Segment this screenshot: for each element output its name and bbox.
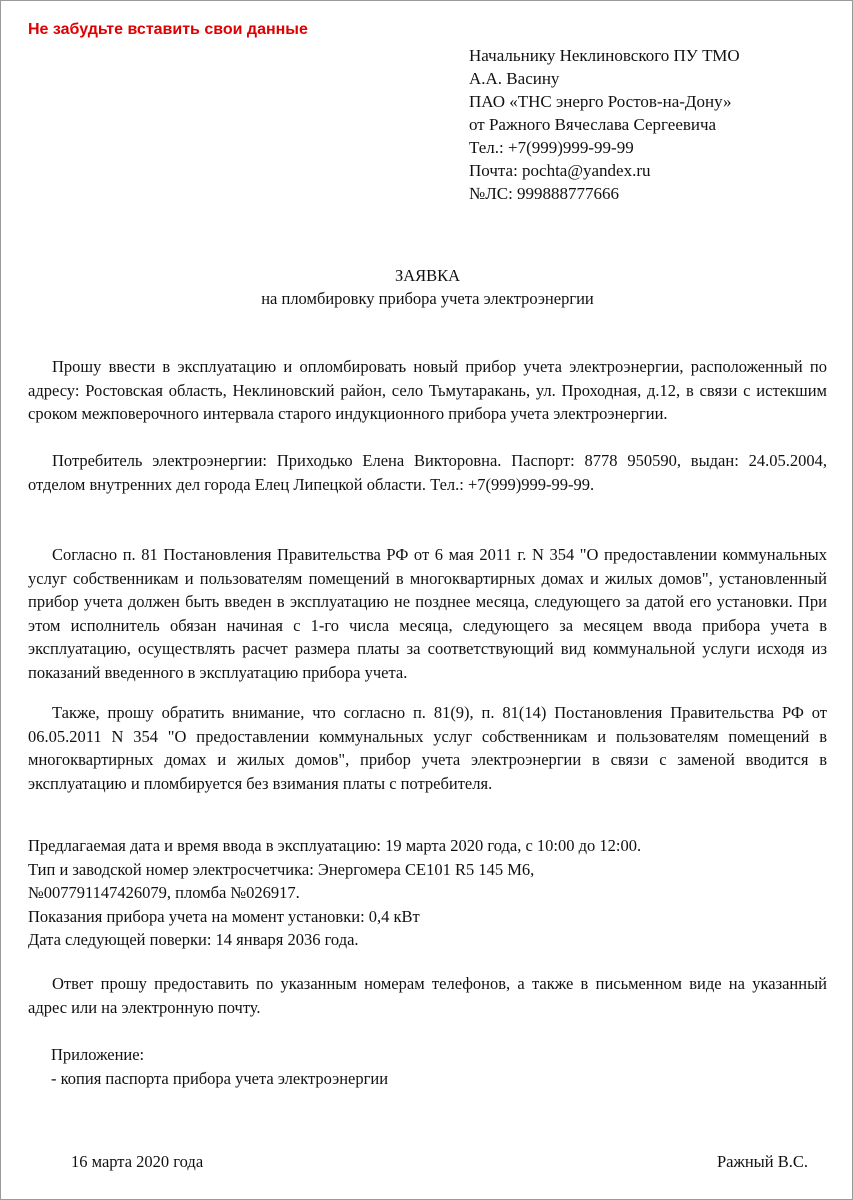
signature: Ражный В.С. [716,1152,808,1171]
paragraph-free-of-charge-text: Также, прошу обратить внимание, что согласно п. 81(9), п. 81(14) Постановления Правительства РФ от 06.05.2011 N 354 "О предоставлении коммунальных услуг собственникам и пользователям помещений в многоквартирных домах и жилых домов", прибор учета электроэнергии в связи с заменой вводится в эксплуатацию и пломбируется без взимания платы с потребителя. [28,703,827,793]
paragraph-free-of-charge [28,701,827,795]
document-date: 16 марта 2020 года [71,1152,204,1171]
addressee-block [469,44,740,205]
meter-serial-line: №007791147426079, пломба №026917. [28,883,300,903]
sender-account: №ЛС: 999888777666 [469,184,620,203]
addressee-name: А.А. Васину [469,69,560,88]
paragraph-response [28,972,827,1019]
sender-email: Почта: pochta@yandex.ru [469,161,651,180]
paragraph-response-text: Ответ прошу предоставить по указанным номерам телефонов, а также в письменном виде на указанный адрес или на электронную почту. [28,974,827,1017]
paragraph-regulation-text: Согласно п. 81 Постановления Правительства РФ от 6 мая 2011 г. N 354 "О предоставлении коммунальных услуг собственникам и пользователям помещений в многоквартирных домах и жилых домов", установленный прибор учета должен быть введен в эксплуатацию не позднее месяца, следующего за датой его установки. При этом исполнитель обязан начиная с 1-го числа месяца, следующего за месяцем ввода прибора учета в эксплуатацию, осуществлять расчет размера платы за соответствующий вид коммунальной услуги исходя из показаний введенного в эксплуатацию прибора учета. [28,545,827,682]
addressee-position: Начальнику Неклиновского ПУ ТМО [469,46,740,65]
paragraph-regulation [28,543,827,685]
paragraph-request-text: Прошу ввести в эксплуатацию и опломбировать новый прибор учета электроэнергии, расположенный по адресу: Ростовская область, Неклиновский район, село Тьмутаракань, ул. Проходная, д.12, в связи с истекшим сроком межповерочного интервала старого индукционного прибора учета электроэнергии. [28,357,827,424]
paragraph-request [28,355,827,426]
sender-name: от Ражного Вячеслава Сергеевича [469,115,717,134]
annex-block [51,1043,388,1090]
warning-note: Не забудьте вставить свои данные [28,21,308,38]
paragraph-consumer-text: Потребитель электроэнергии: Приходько Елена Викторовна. Паспорт: 8778 950590, выдан: 24.05.2004, отделом внутренних дел города Елец Липецкой области. Тел.: +7(999)999-99-99. [28,451,827,494]
document-subtitle: на пломбировку прибора учета электроэнергии [261,289,594,308]
addressee-company: ПАО «ТНС энерго Ростов-на-Дону» [469,92,732,111]
annex-item: - копия паспорта прибора учета электроэнергии [51,1068,389,1088]
paragraph-consumer [28,449,827,496]
annex-label: Приложение: [51,1045,145,1064]
sender-phone: Тел.: +7(999)999-99-99 [469,138,634,157]
meter-type-line: Тип и заводской номер электросчетчика: Энергомера CE101 R5 145 M6, [28,859,535,879]
document-title: ЗАЯВКА [394,266,461,285]
meter-reading-line: Показания прибора учета на момент установки: 0,4 кВт [28,906,420,926]
next-verification-line: Дата следующей поверки: 14 января 2036 года. [28,930,359,950]
proposed-date-line: Предлагаемая дата и время ввода в эксплуатацию: 19 марта 2020 года, с 10:00 до 12:00. [28,836,642,855]
meter-details [28,834,641,952]
